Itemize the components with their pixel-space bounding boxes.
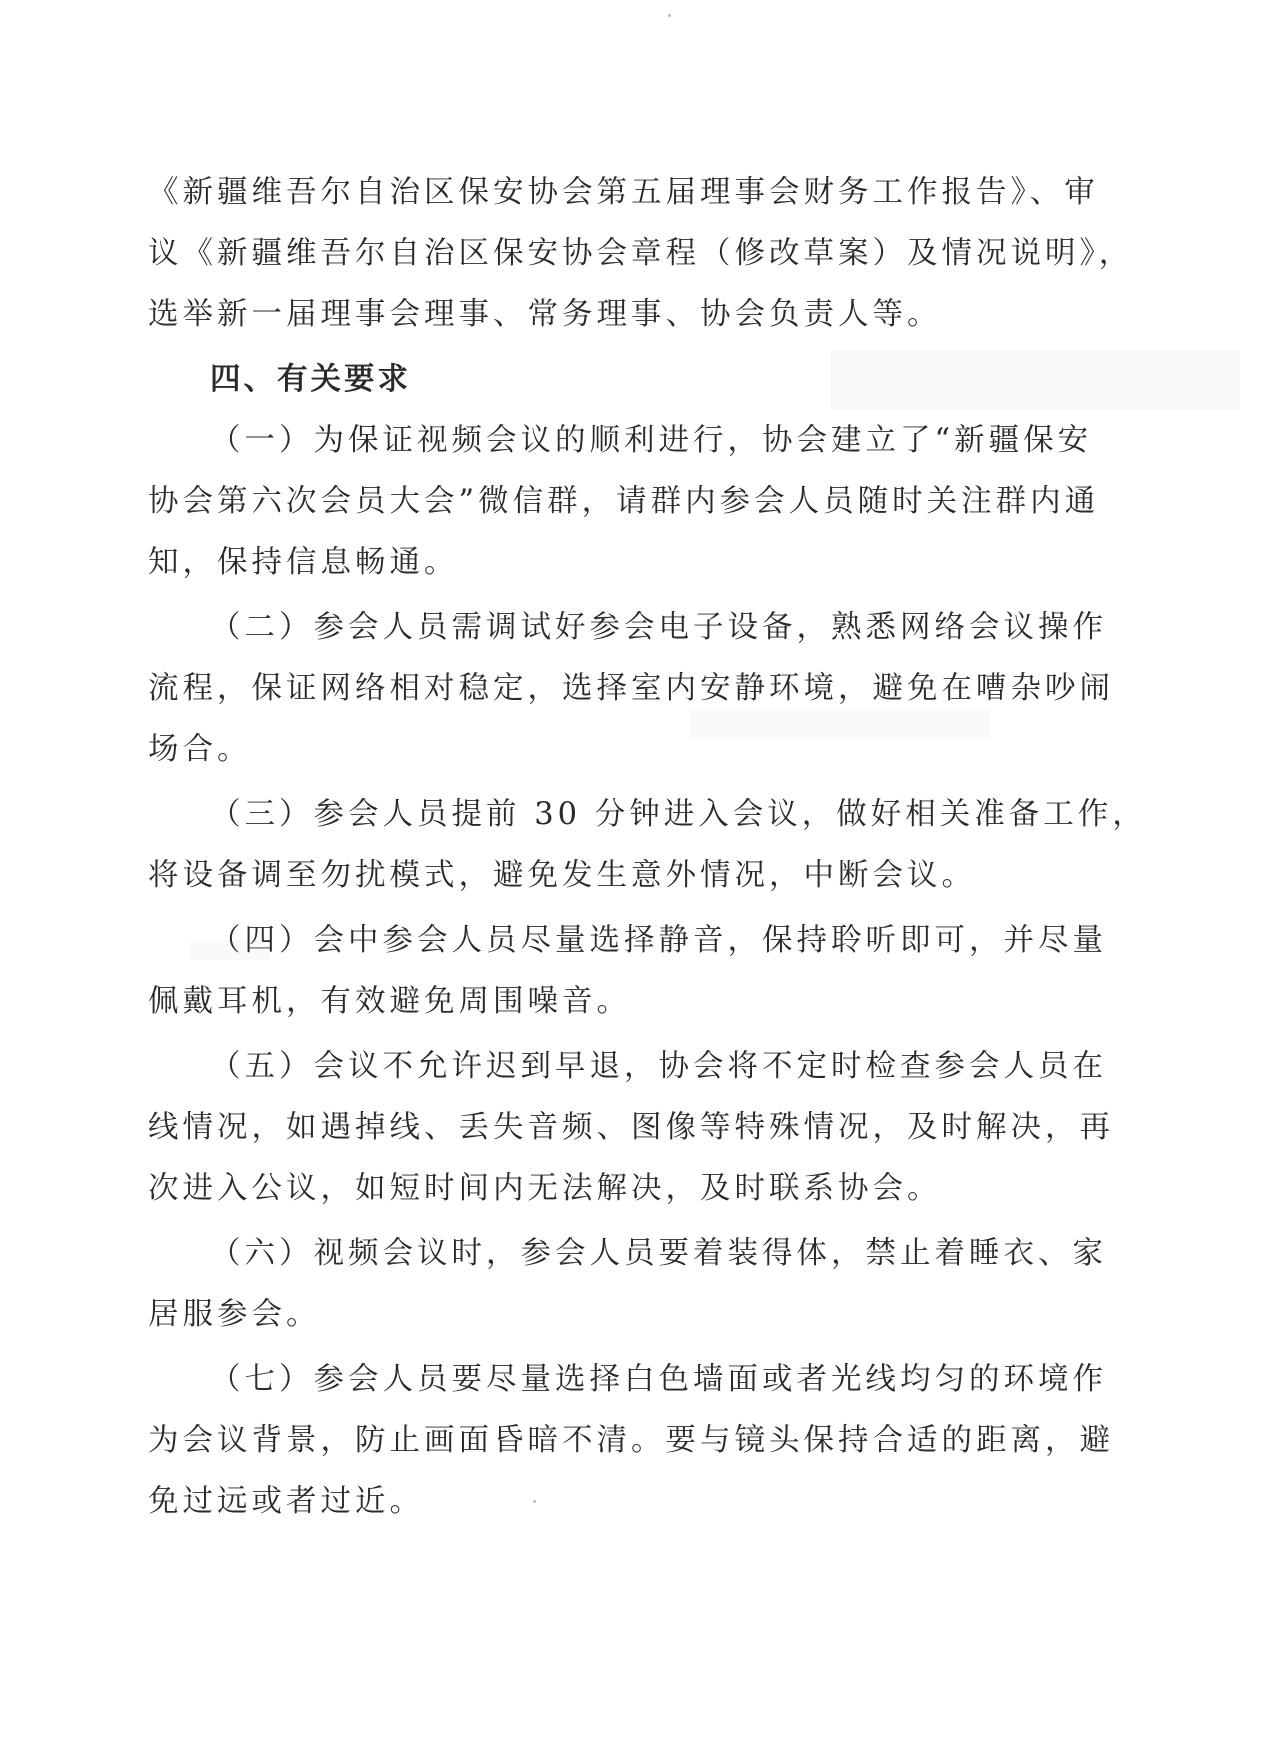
text-line: （四）会中参会人员尽量选择静音，保持聆听即可，并尽量 — [210, 923, 1107, 958]
text-line: 次进入公议，如短时间内无法解决，及时联系协会。 — [148, 1171, 942, 1206]
text-line: 免过远或者过近。 — [148, 1484, 424, 1519]
requirement-item-5 — [148, 1036, 1114, 1219]
section-heading: 四、有关要求 — [210, 362, 411, 397]
text-line: （一）为保证视频会议的顺利进行，协会建立了“新疆保安 — [210, 423, 1093, 458]
text-line: （五）会议不允许迟到早退，协会将不定时检查参会人员在 — [210, 1049, 1107, 1084]
scan-speck — [668, 14, 671, 17]
text-line: 场合。 — [148, 732, 252, 767]
text-line: 线情况，如遇掉线、丢失音频、图像等特殊情况，及时解决，再 — [148, 1110, 1114, 1145]
text-line: （七）参会人员要尽量选择白色墙面或者光线均匀的环境作 — [210, 1362, 1107, 1397]
document-body — [148, 162, 1147, 1536]
text-line: 协会第六次会员大会”微信群，请群内参会人员随时关注群内通 — [148, 484, 1100, 519]
requirement-item-4 — [148, 910, 1107, 1032]
requirement-item-1 — [148, 410, 1100, 593]
intro-paragraph — [148, 162, 1134, 345]
text-line: 《新疆维吾尔自治区保安协会第五届理事会财务工作报告》、审 — [148, 175, 1099, 210]
text-line: 选举新一届理事会理事、常务理事、协会负责人等。 — [148, 297, 942, 332]
requirement-item-6 — [148, 1223, 1107, 1345]
text-line: 知，保持信息畅通。 — [148, 545, 459, 580]
text-line: 佩戴耳机，有效避免周围噪音。 — [148, 984, 631, 1019]
text-line: 议《新疆维吾尔自治区保安协会章程（修改草案）及情况说明》， — [148, 236, 1134, 271]
text-line: （六）视频会议时，参会人员要着装得体，禁止着睡衣、家 — [210, 1236, 1107, 1271]
text-line: （三）参会人员提前 30 分钟进入会议，做好相关准备工作， — [210, 797, 1147, 832]
text-line: 流程，保证网络相对稳定，选择室内安静环境，避免在嘈杂吵闹 — [148, 671, 1114, 706]
requirement-item-2 — [148, 597, 1114, 780]
text-line: 将设备调至勿扰模式，避免发生意外情况，中断会议。 — [148, 858, 976, 893]
text-line: 为会议背景，防止画面昏暗不清。要与镜头保持合适的距离，避 — [148, 1423, 1114, 1458]
text-line: （二）参会人员需调试好参会电子设备，熟悉网络会议操作 — [210, 610, 1107, 645]
text-line: 居服参会。 — [148, 1297, 321, 1332]
requirement-item-7 — [148, 1349, 1114, 1532]
requirement-item-3 — [148, 784, 1147, 906]
